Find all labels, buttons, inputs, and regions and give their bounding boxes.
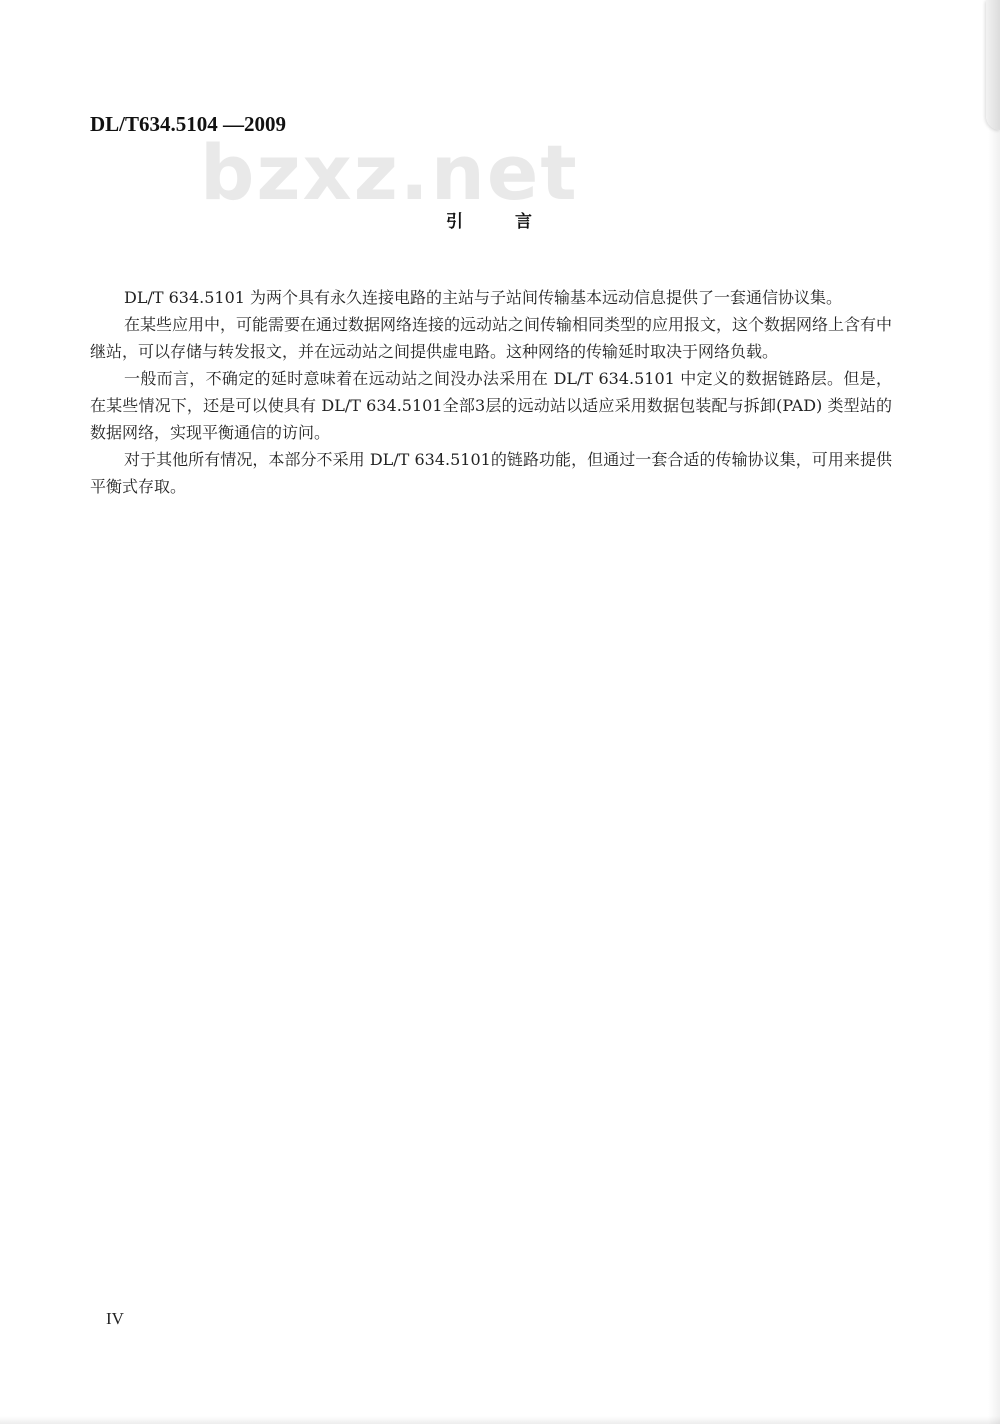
- paragraph: DL/T 634.5101 为两个具有永久连接电路的主站与子站间传输基本远动信息提供了一套通信协议集。: [124, 288, 843, 307]
- body-text: [90, 284, 892, 500]
- page-bottom-edge: [0, 1416, 1000, 1424]
- standard-number-header: DL/T634.5104 —2009: [90, 112, 287, 136]
- page-curl-corner: [986, 0, 1000, 130]
- paragraph: 在某些应用中，可能需要在通过数据网络连接的远动站之间传输相同类型的应用报文，这个数据网络上含有中继站，可以存储与转发报文，并在远动站之间提供虚电路。这种网络的传输延时取决于网络负载。: [90, 315, 893, 361]
- watermark: bzxz.net: [200, 128, 579, 217]
- paragraph: 对于其他所有情况，本部分不采用 DL/T 634.5101的链路功能，但通过一套合适的传输协议集，可用来提供平衡式存取。: [90, 450, 892, 496]
- page-number: IV: [106, 1309, 124, 1328]
- paragraph: 一般而言，不确定的延时意味着在远动站之间没办法采用在 DL/T 634.5101 中定义的数据链路层。但是，在某些情况下，还是可以使具有 DL/T 634.5101全部3层的远动站以适应采用数据包装配与拆卸(PAD) 类型站的数据网络，实现平衡通信的访问。: [90, 369, 892, 442]
- section-title: 引言: [446, 212, 584, 232]
